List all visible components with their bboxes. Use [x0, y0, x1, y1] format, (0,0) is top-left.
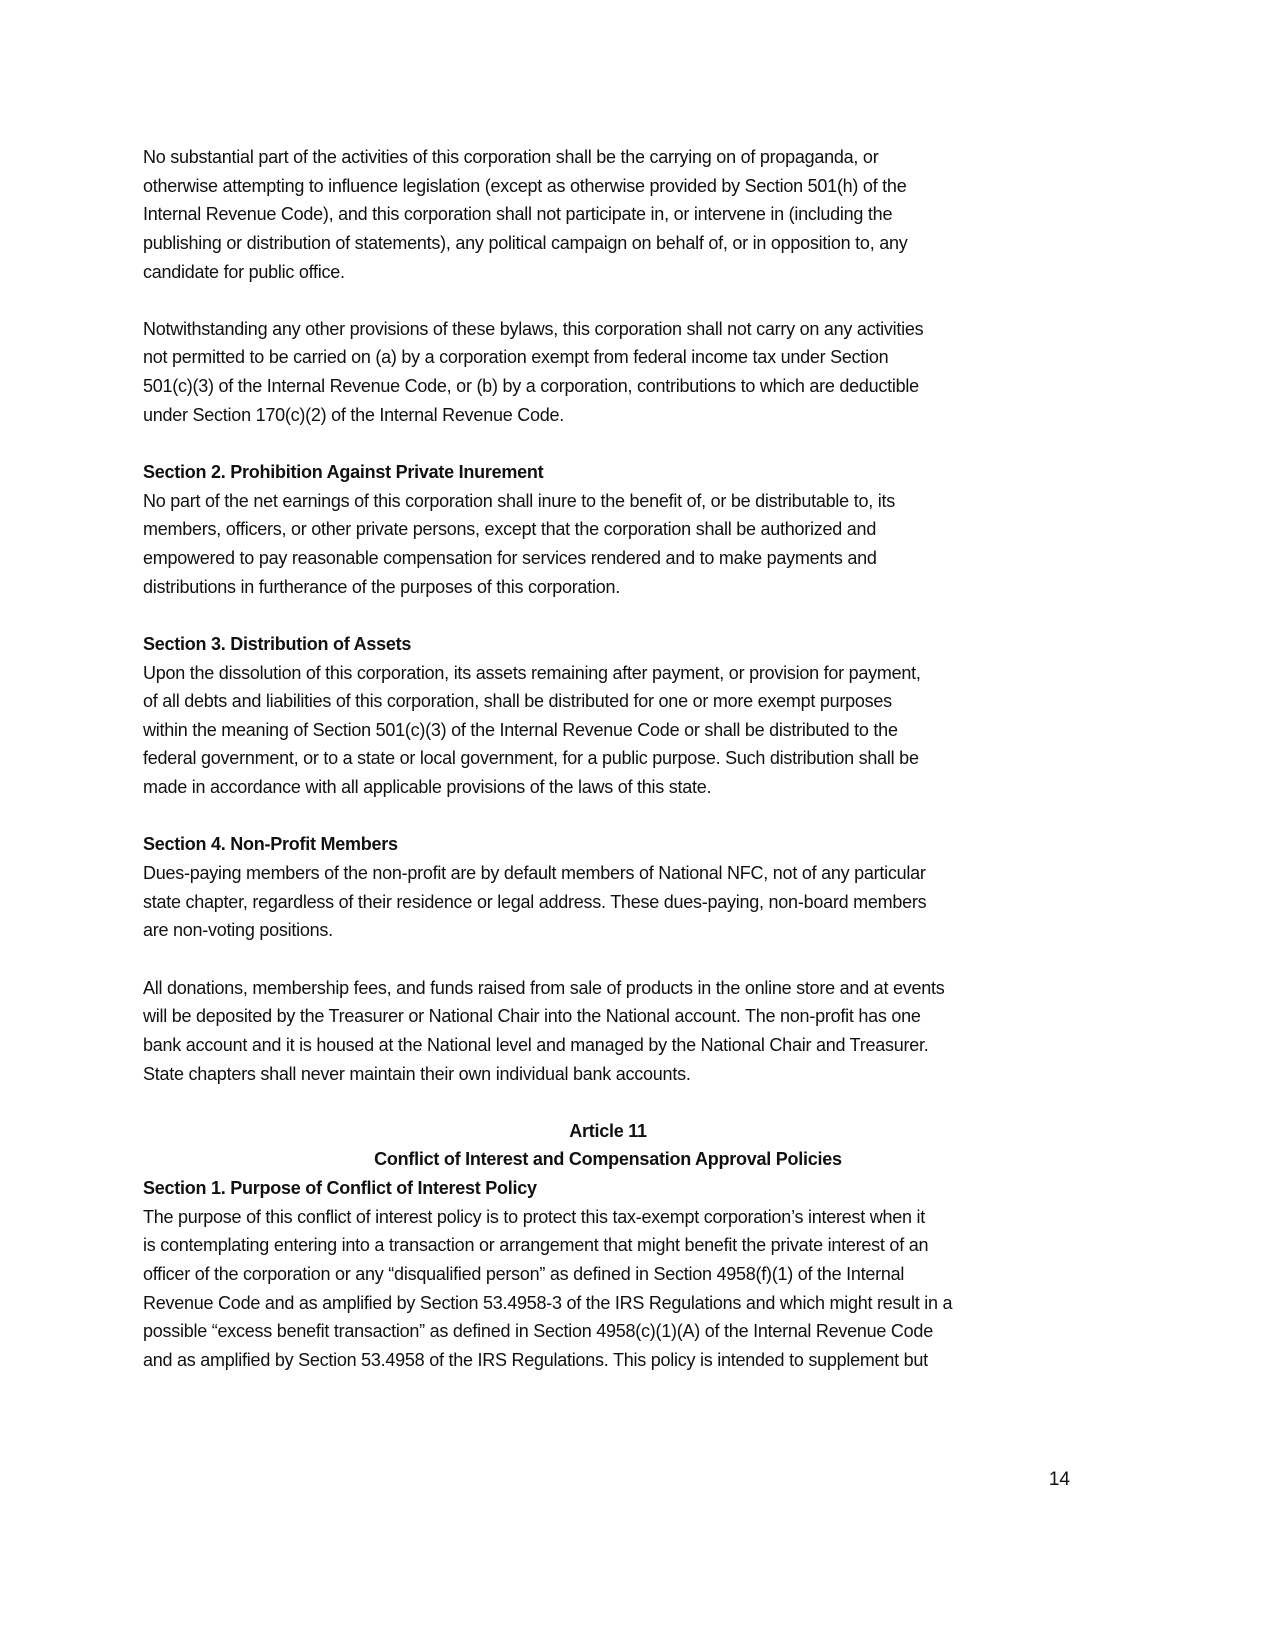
article-subtitle: Conflict of Interest and Compensation Approval Policies — [374, 1149, 842, 1170]
text-line: Upon the dissolution of this corporation, its assets remaining after payment, or provision for payment, — [143, 662, 921, 683]
text-line: not permitted to be carried on (a) by a corporation exempt from federal income tax under Section — [143, 347, 889, 368]
section-heading: Section 4. Non-Profit Members — [143, 834, 398, 855]
text-line: made in accordance with all applicable provisions of the laws of this state. — [143, 777, 712, 798]
text-line: No substantial part of the activities of this corporation shall be the carrying on of propaganda, or — [143, 147, 879, 167]
text-line: empowered to pay reasonable compensation for services rendered and to make payments and — [143, 547, 877, 568]
blank-line — [143, 802, 1073, 831]
text-line: candidate for public office. — [143, 261, 345, 282]
document-body — [143, 143, 1073, 1375]
blank-line — [143, 945, 1073, 974]
blank-line — [143, 286, 1073, 315]
text-line: federal government, or to a state or local government, for a public purpose. Such distribution shall be — [143, 748, 919, 769]
text-line: No part of the net earnings of this corporation shall inure to the benefit of, or be distributable to, its — [143, 490, 895, 511]
text-line: is contemplating entering into a transaction or arrangement that might benefit the private interest of an — [143, 1235, 929, 1256]
text-line: under Section 170(c)(2) of the Internal Revenue Code. — [143, 404, 565, 425]
section-heading: Section 2. Prohibition Against Private Inurement — [143, 462, 544, 483]
text-line: Dues-paying members of the non-profit are by default members of National NFC, not of any particular — [143, 863, 926, 884]
text-line: will be deposited by the Treasurer or National Chair into the National account. The non-profit has one — [143, 1006, 921, 1027]
text-line: state chapter, regardless of their residence or legal address. These dues-paying, non-board members — [143, 891, 927, 912]
section-heading: Section 1. Purpose of Conflict of Interest Policy — [143, 1178, 537, 1199]
text-line: State chapters shall never maintain their own individual bank accounts. — [143, 1063, 691, 1084]
text-line: members, officers, or other private persons, except that the corporation shall be authorized and — [143, 519, 877, 540]
text-line: Notwithstanding any other provisions of these bylaws, this corporation shall not carry on any activities — [143, 318, 924, 339]
text-line: bank account and it is housed at the National level and managed by the National Chair and Treasurer. — [143, 1034, 929, 1055]
text-line: distributions in furtherance of the purposes of this corporation. — [143, 576, 621, 597]
text-line: Internal Revenue Code), and this corporation shall not participate in, or intervene in (including the — [143, 204, 893, 225]
text-line: possible “excess benefit transaction” as defined in Section 4958(c)(1)(A) of the Internal Revenue Code — [143, 1321, 933, 1342]
blank-line — [143, 1088, 1073, 1117]
article-title: Article 11 — [569, 1120, 647, 1141]
text-line: officer of the corporation or any “disqualified person” as defined in Section 4958(f)(1) of the Internal — [143, 1263, 905, 1284]
blank-line — [143, 601, 1073, 630]
text-line: All donations, membership fees, and funds raised from sale of products in the online store and at events — [143, 977, 945, 998]
text-line: 501(c)(3) of the Internal Revenue Code, or (b) by a corporation, contributions to which are deductible — [143, 376, 919, 397]
section-heading: Section 3. Distribution of Assets — [143, 633, 412, 654]
text-line: publishing or distribution of statements), any political campaign on behalf of, or in opposition to, any — [143, 232, 908, 253]
text-line: are non-voting positions. — [143, 920, 333, 941]
text-line: The purpose of this conflict of interest policy is to protect this tax-exempt corporation’s interest when it — [143, 1206, 926, 1227]
text-line: of all debts and liabilities of this corporation, shall be distributed for one or more exempt purposes — [143, 691, 892, 712]
text-line: within the meaning of Section 501(c)(3) of the Internal Revenue Code or shall be distributed to the — [143, 719, 898, 740]
page-number: 14 — [1048, 1469, 1070, 1490]
text-line: Revenue Code and as amplified by Section 53.4958-3 of the IRS Regulations and which might result in a — [143, 1292, 953, 1313]
text-line: and as amplified by Section 53.4958 of the IRS Regulations. This policy is intended to supplement but — [143, 1349, 928, 1370]
text-line: otherwise attempting to influence legislation (except as otherwise provided by Section 501(h) of the — [143, 175, 907, 196]
blank-line — [143, 429, 1073, 458]
